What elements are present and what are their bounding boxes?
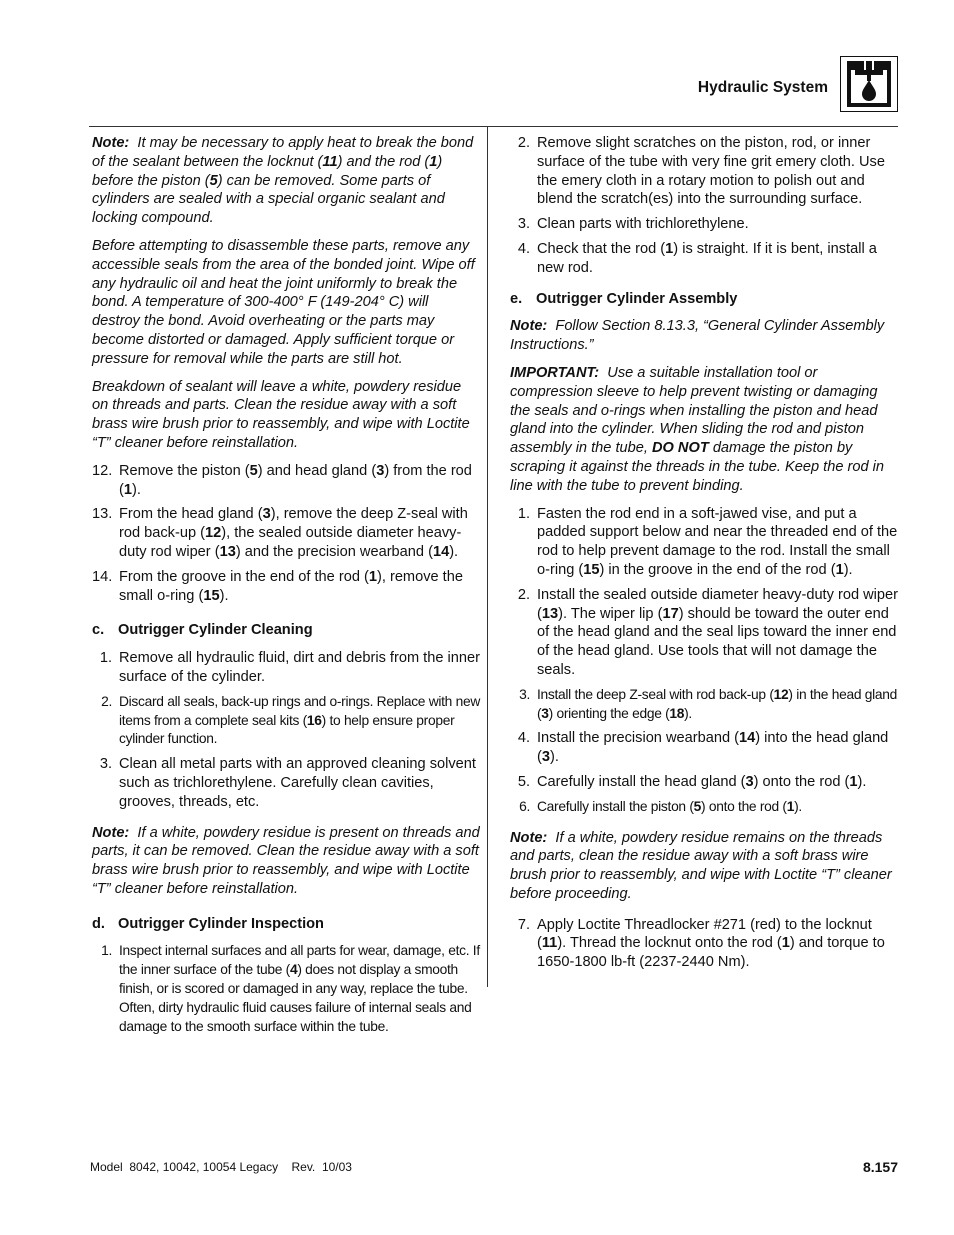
list-item: 4. Install the precision wearband (14) into the head gland (3). <box>517 730 889 766</box>
list-item: 2. Remove slight scratches on the piston, rod, or inner surface of the tube with very fine grit emery cloth. Use the emery cloth in a rotary motion to polish out and blend the scratch(es) into the surrounding surface. <box>517 135 885 208</box>
list-item: 12. Remove the piston (5) and head gland (3) from the rod (1). <box>92 462 472 498</box>
note-residue: Note: If a white, powdery residue is present on threads and parts, it can be removed. Clean the residue away with a soft brass wire brush prior to reassembly, and wipe with Loctite “T” cleaner before reinstallation. <box>92 824 480 897</box>
important-notice: IMPORTANT: Use a suitable installation tool or compression sleeve to help prevent twisting or damaging the seals and o-rings when installing the piston and head gland into the cylinder. When sliding the rod and piston assembly in the tube, DO NOT damage the piston by scraping it against the threads in the tube. Keep the rod in line with the tube to prevent binding. <box>510 364 885 494</box>
right-column <box>510 134 898 978</box>
column-divider <box>487 127 488 987</box>
list-item: 3. Clean parts with trichlorethylene. <box>517 216 749 233</box>
heading-inspection: d. Outrigger Cylinder Inspection <box>92 915 324 932</box>
list-item: 5. Carefully install the head gland (3) onto the rod (1). <box>517 773 867 790</box>
section-title: Hydraulic System <box>697 79 828 96</box>
note-follow-section: Note: Follow Section 8.13.3, “General Cylinder Assembly Instructions.” <box>510 318 885 354</box>
list-item: 1. Fasten the rod end in a soft-jawed vise, and put a padded support below and near the threaded end of the rod to help prevent damage to the rod. Install the small o-ring (15) in the groove in the end of the rod (1). <box>517 505 898 578</box>
list-item: 2. Discard all seals, back-up rings and o-rings. Replace with new items from a complete seal kits (16) to help ensure proper cylinder function. <box>101 693 480 747</box>
list-item: 14. From the groove in the end of the rod (1), remove the small o-ring (15). <box>92 568 463 604</box>
left-column <box>92 134 480 1042</box>
list-item: 3. Install the deep Z-seal with rod back-up (12) in the head gland (3) orienting the edge (18). <box>519 686 897 721</box>
note-sealant-heat: Note: It may be necessary to apply heat to break the bond of the sealant between the locknut (11) and the rod (1) before the piston (5) can be removed. Some parts of cylinders are sealed with a special organic sealant and locking compound. <box>92 135 474 227</box>
list-item: 4. Check that the rod (1) is straight. If it is bent, install a new rod. <box>517 240 877 276</box>
list-item: 1. Remove all hydraulic fluid, dirt and debris from the inner surface of the cylinder. <box>99 650 480 685</box>
paragraph-disassemble: Before attempting to disassemble these parts, remove any accessible seals from the area of the bonded joint. Wipe off any hydraulic oil and heat the joint uniformly to break the bond. A temperature of 300-400° F (149-204° C) will destroy the bond. Avoid overheating or the parts may become distorted or damaged. Apply sufficient torque or pressure for removal while the parts are still hot. <box>92 237 475 367</box>
footer-model: Model 8042, 10042, 10054 Legacy Rev. 10/03 <box>90 1160 352 1174</box>
page-number: 8.157 <box>862 1159 898 1175</box>
heading-assembly: e. Outrigger Cylinder Assembly <box>510 290 738 307</box>
list-item: 13. From the head gland (3), remove the deep Z-seal with rod back-up (12), the sealed outside diameter heavy-duty rod wiper (13) and the precision wearband (14). <box>92 506 468 560</box>
list-item: 2. Install the sealed outside diameter heavy-duty rod wiper (13). The wiper lip (17) should be toward the outer end of the head gland and the seal lips toward the inner end of the head gland. Use tools that will not damage the seals. <box>517 586 898 678</box>
note-residue-remains: Note: If a white, powdery residue remains on the threads and parts, clean the residue away with a soft brass wire brush prior to reassembly, and wipe with Loctite “T” cleaner before proceeding. <box>510 829 892 902</box>
paragraph-breakdown: Breakdown of sealant will leave a white, powdery residue on threads and parts. Clean the residue away with a soft brass wire brush prior to reassembly, and wipe with Loctite “T” cleaner before reinstallation. <box>92 378 470 451</box>
list-item: 7. Apply Loctite Threadlocker #271 (red) to the locknut (11). Thread the locknut onto the rod (1) and torque to 1650-1800 lb-ft (2237-2440 Nm). <box>517 916 885 971</box>
header-divider <box>89 126 898 127</box>
hydraulic-system-icon <box>840 56 898 112</box>
list-item: 6. Carefully install the piston (5) onto the rod (1). <box>519 798 802 814</box>
list-item: 3. Clean all metal parts with an approved cleaning solvent such as trichlorethylene. Carefully clean cavities, grooves, threads, etc. <box>99 756 476 810</box>
list-item: 1. Inspect internal surfaces and all parts for wear, damage, etc. If the inner surface of the tube (4) does not display a smooth finish, or is scored or damaged in any way, replace the tube. Often, dirty hydraulic fluid causes failure of internal seals and damage to the smooth surface within the tube. <box>101 943 480 1034</box>
heading-cleaning: c. Outrigger Cylinder Cleaning <box>92 622 313 639</box>
